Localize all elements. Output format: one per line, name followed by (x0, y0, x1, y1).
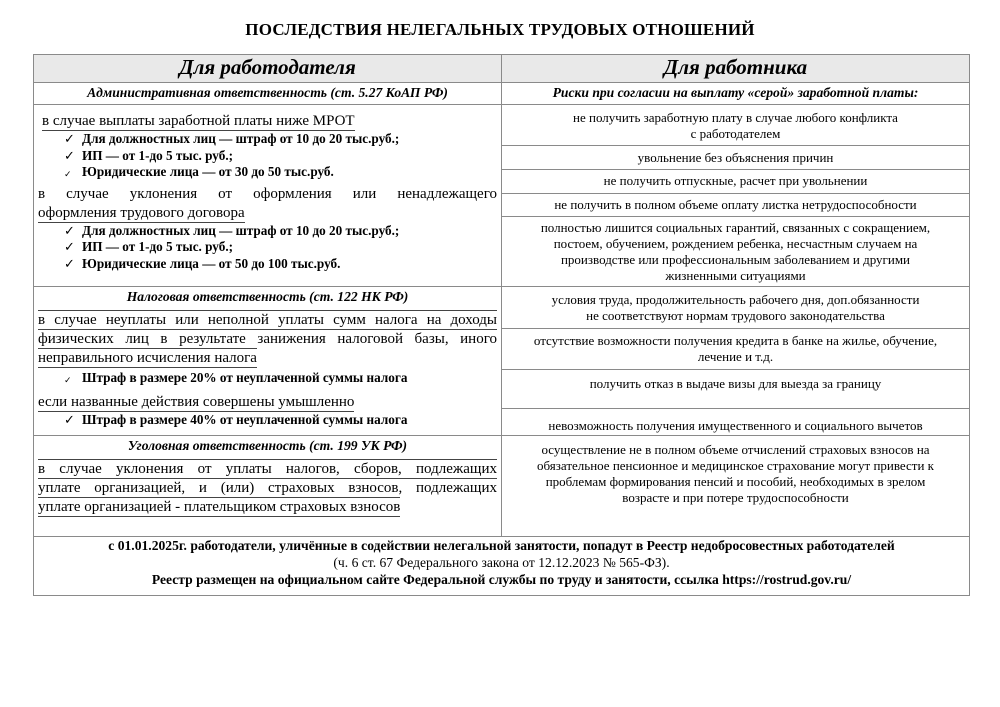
admin-item: ✓ Юридические лица — от 50 до 100 тыс.руб. (64, 255, 341, 271)
tax-heading: Налоговая ответственность (ст. 122 НК РФ) (126, 289, 409, 304)
footer-note (34, 537, 970, 596)
risk-item: не получить в полном объеме оплату листка нетрудоспособности (502, 194, 969, 217)
footer-link-text: Реестр размещен на официальном сайте Федеральной службы по труду и занятости, ссылка https://rostrud.gov.ru/ (151, 572, 852, 587)
criminal-line-3: уплате организацией - плательщиком страховых взносов (38, 499, 401, 515)
tax-case-2: физических лиц в результате занижения налоговой базы, иного (38, 331, 497, 347)
admin-case-mrot: в случае выплаты заработной платы ниже МРОТ (42, 113, 355, 129)
check-icon: ✓ (64, 255, 75, 271)
risk-item: не получить заработную плату в случае любого конфликта с работодателем (502, 105, 969, 146)
risks-heading: Риски при согласии на выплату «серой» заработной платы: (502, 83, 969, 105)
tax-case-3: неправильного исчисления налога (38, 350, 257, 366)
risk-item: невозможность получения имущественного и социального вычетов (548, 418, 923, 433)
criminal-cell (34, 436, 502, 537)
footer-law: (ч. 6 ст. 67 Федерального закона от 12.12.2023 № 565-ФЗ). (333, 555, 670, 570)
criminal-heading: Уголовная ответственность (ст. 199 УК РФ) (127, 438, 408, 453)
check-icon: ✓ (64, 239, 75, 254)
admin-cell (34, 83, 502, 287)
admin-item: ✓ Для должностных лиц — штраф от 10 до 20 тыс.руб.; (64, 222, 400, 238)
risk-item: получить отказ в выдаче визы для выезда за границу (502, 370, 969, 409)
criminal-line-1: в случае уклонения от уплаты налогов, сборов, подлежащих (38, 461, 497, 477)
tax-item: ✓ Штраф в размере 40% от неуплаченной суммы налога (64, 411, 408, 427)
check-icon: ✓ (64, 222, 75, 238)
employer-header: Для работодателя (34, 55, 502, 83)
criminal-line-2: уплате организацией, и (или) страховых взносов, подлежащих (38, 480, 497, 496)
check-icon: ✓ (64, 375, 72, 385)
consequences-table (33, 54, 970, 596)
tax-cell (34, 287, 502, 436)
risk-item: не получить отпускные, расчет при увольнении (502, 170, 969, 194)
check-icon: ✓ (64, 131, 75, 146)
admin-item: ✓ Для должностных лиц — штраф от 10 до 20 тыс.руб.; (64, 131, 400, 146)
risks-cell-3 (502, 436, 970, 537)
admin-item: ✓ Юридические лица — от 30 до 50 тыс.руб. (34, 164, 501, 181)
tax-case-intent: если названные действия совершены умышленно (38, 393, 355, 410)
check-icon: ✓ (64, 147, 75, 163)
footer-registry: с 01.01.2025г. работодатели, уличённые в содействии нелегальной занятости, попадут в Реестр недобросовестных работодателей (108, 538, 895, 553)
risk-item: осуществление не в полном объеме отчислений страховых взносов на обязательное пенсионное и медицинское страхование могут привести к проблемам формирования пенсий и пособий, необходимых в зрелом возрасте и при потере трудоспособности (536, 442, 934, 505)
check-icon: ✓ (64, 169, 72, 179)
check-icon: ✓ (64, 411, 75, 427)
admin-item: ✓ ИП — от 1-до 5 тыс. руб.; (64, 147, 234, 163)
risks-cell-2 (502, 287, 970, 436)
admin-case-contract-2: оформления трудового договора (38, 204, 245, 221)
page-title: ПОСЛЕДСТВИЯ НЕЛЕГАЛЬНЫХ ТРУДОВЫХ ОТНОШЕНИЙ (245, 20, 755, 39)
tax-case-1: в случае неуплаты или неполной уплаты сумм налога на доходы (38, 312, 497, 328)
risk-item: условия труда, продолжительность рабочего дня, доп.обязанности не соответствуют нормам трудового законодательства (502, 287, 969, 329)
tax-item: ✓ Штраф в размере 20% от неуплаченной суммы налога (34, 370, 501, 387)
admin-case-contract-1: в случае уклонения от оформления или ненадлежащего (38, 185, 497, 202)
admin-item: ✓ ИП — от 1-до 5 тыс. руб.; (64, 239, 234, 254)
risk-item: полностью лишится социальных гарантий, связанных с сокращением, постоем, обучением, рождением ребенка, несчастным случаем на производстве или профессиональным заболеванием и другими жизненными ситуациями (540, 220, 931, 283)
admin-heading: Административная ответственность (ст. 5.27 КоАП РФ) (34, 83, 501, 105)
employee-header: Для работника (502, 55, 970, 83)
risks-cell-1 (502, 83, 970, 287)
risk-item: отсутствие возможности получения кредита в банке на жилье, обучение, лечение и т.д. (502, 329, 969, 370)
risk-item: увольнение без объяснения причин (502, 146, 969, 170)
